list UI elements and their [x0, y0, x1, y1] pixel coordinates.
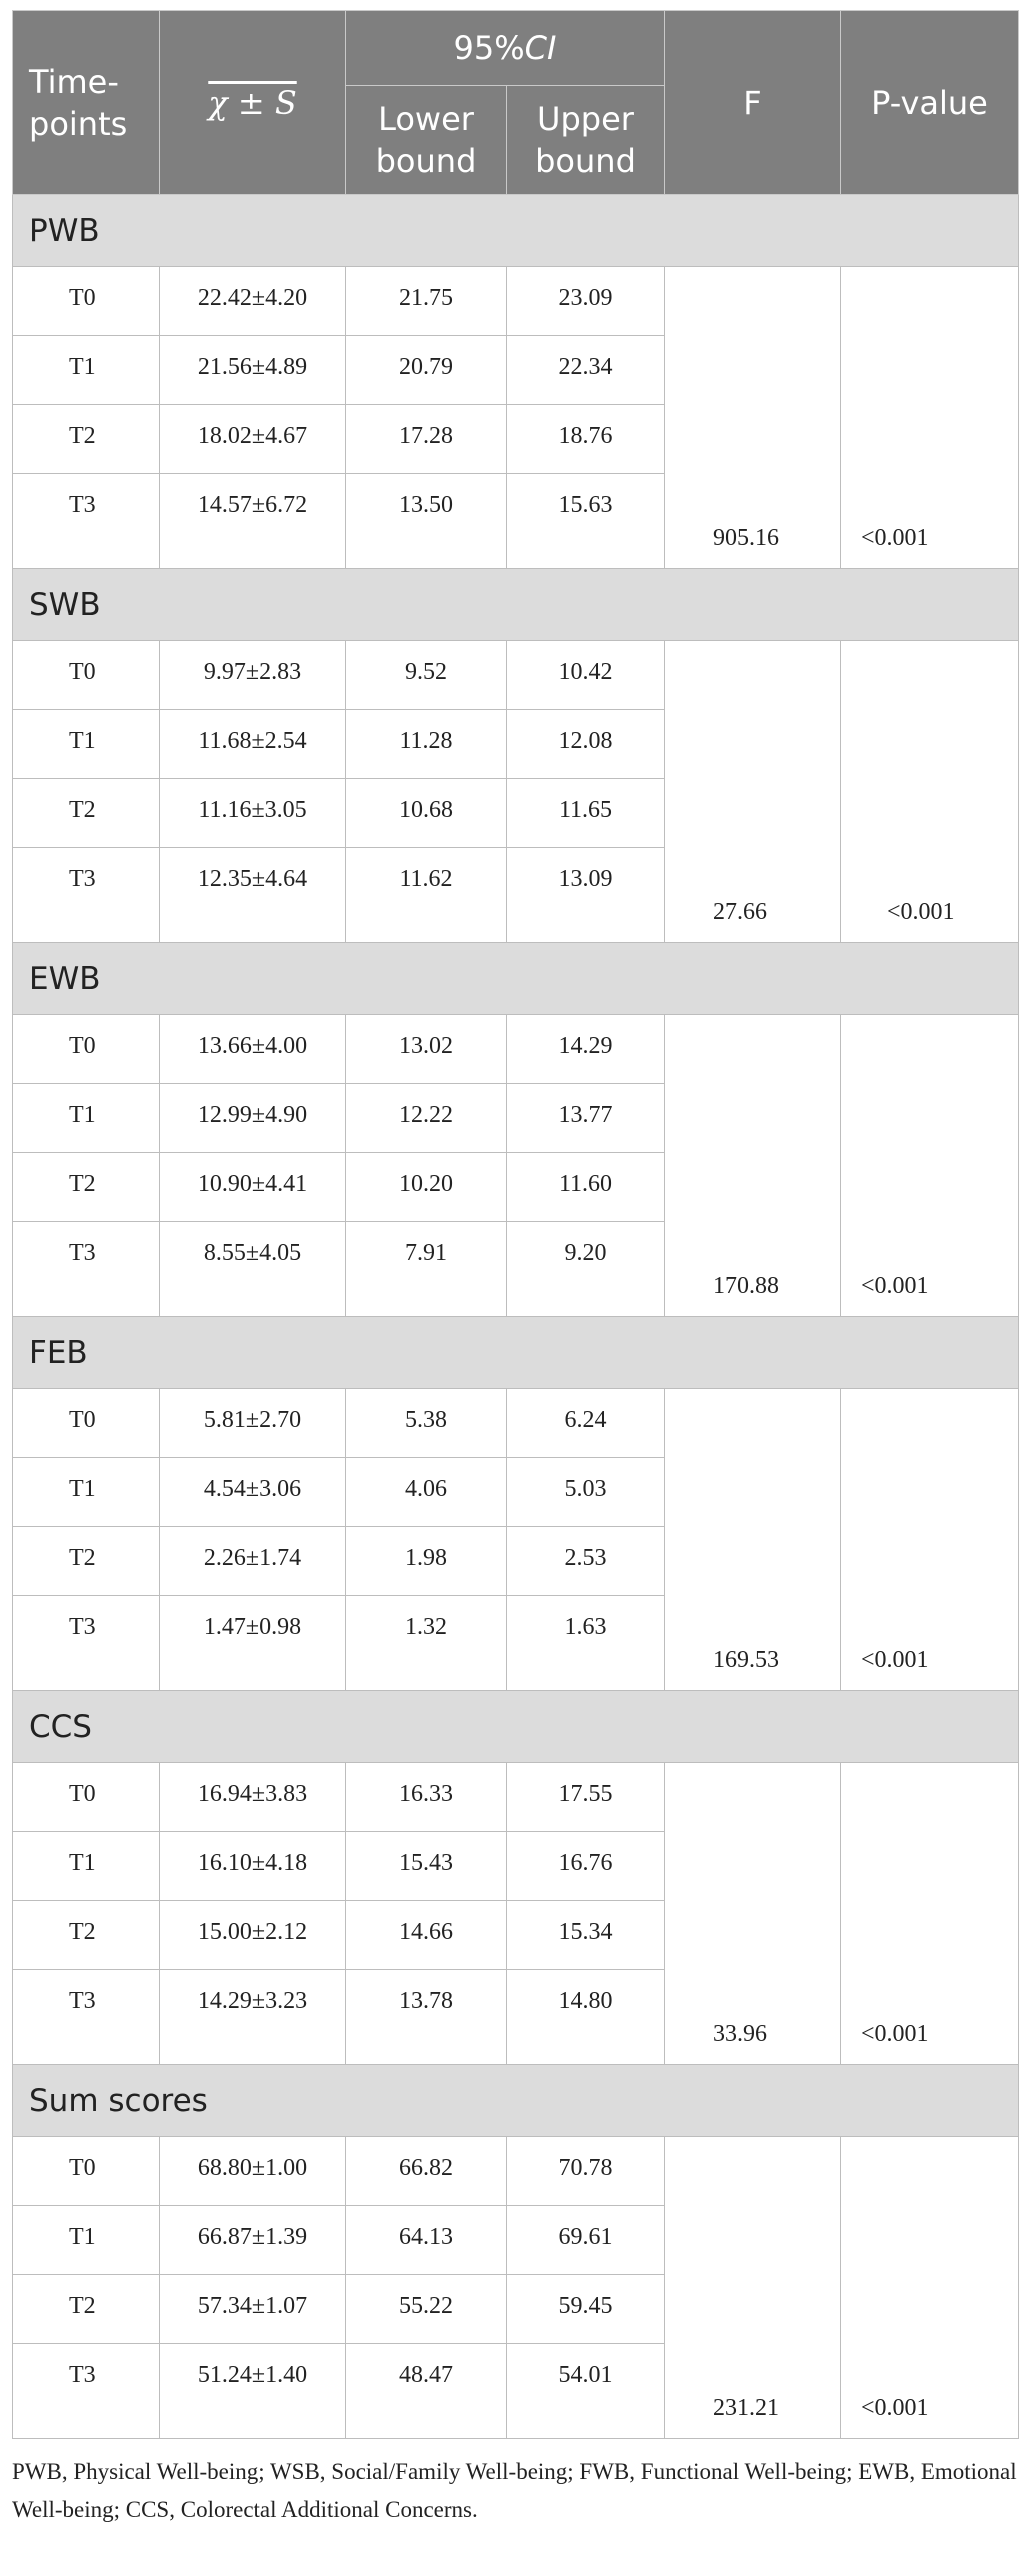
mean-sd-cell: 4.54±3.06	[160, 1458, 346, 1527]
f-value-cell: 169.53	[665, 1389, 841, 1691]
mean-sd-cell: 18.02±4.67	[160, 405, 346, 474]
upper-bound-cell: 15.63	[507, 474, 665, 569]
p-value-cell: <0.001	[841, 1015, 1019, 1317]
lower-bound-cell: 55.22	[346, 2275, 507, 2344]
header-timepoints-line1: Time-	[29, 62, 119, 101]
table-row	[13, 1015, 1019, 1084]
mean-sd-cell: 1.47±0.98	[160, 1596, 346, 1691]
header-f: F	[665, 11, 841, 195]
mean-sd-cell: 13.66±4.00	[160, 1015, 346, 1084]
mean-sd-cell: 68.80±1.00	[160, 2137, 346, 2206]
section-row	[13, 943, 1019, 1015]
upper-bound-cell: 14.29	[507, 1015, 665, 1084]
upper-bound-cell: 14.80	[507, 1970, 665, 2065]
upper-bound-cell: 17.55	[507, 1763, 665, 1832]
lower-bound-cell: 10.20	[346, 1153, 507, 1222]
section-row	[13, 195, 1019, 267]
timepoint-cell: T3	[13, 1596, 160, 1691]
upper-bound-cell: 59.45	[507, 2275, 665, 2344]
upper-bound-cell: 18.76	[507, 405, 665, 474]
timepoint-cell: T0	[13, 2137, 160, 2206]
lower-bound-cell: 64.13	[346, 2206, 507, 2275]
header-mean-sd-label: χ ± S	[208, 83, 297, 122]
timepoint-cell: T2	[13, 1901, 160, 1970]
header-p-value: P-value	[841, 11, 1019, 195]
lower-bound-cell: 21.75	[346, 267, 507, 336]
table-container	[12, 10, 1018, 2529]
header-mean-sd	[160, 11, 346, 195]
mean-sd-cell: 2.26±1.74	[160, 1527, 346, 1596]
mean-sd-cell: 5.81±2.70	[160, 1389, 346, 1458]
timepoint-cell: T3	[13, 474, 160, 569]
upper-bound-cell: 1.63	[507, 1596, 665, 1691]
header-upper-bound	[507, 86, 665, 195]
table-body	[13, 195, 1019, 2439]
f-value-cell: 33.96	[665, 1763, 841, 2065]
table-row	[13, 1389, 1019, 1458]
timepoint-cell: T1	[13, 1084, 160, 1153]
section-label: PWB	[13, 195, 1019, 267]
header-lower-bound	[346, 86, 507, 195]
upper-bound-cell: 13.77	[507, 1084, 665, 1153]
upper-bound-cell: 10.42	[507, 641, 665, 710]
timepoint-cell: T0	[13, 1015, 160, 1084]
mean-sd-cell: 16.10±4.18	[160, 1832, 346, 1901]
table-header	[13, 11, 1019, 195]
mean-sd-cell: 66.87±1.39	[160, 2206, 346, 2275]
lower-bound-cell: 5.38	[346, 1389, 507, 1458]
p-value-cell: <0.001	[841, 1763, 1019, 2065]
mean-sd-cell: 12.35±4.64	[160, 848, 346, 943]
header-timepoints-line2: points	[29, 104, 128, 143]
f-value-cell: 170.88	[665, 1015, 841, 1317]
upper-bound-cell: 54.01	[507, 2344, 665, 2439]
lower-bound-cell: 9.52	[346, 641, 507, 710]
timepoint-cell: T3	[13, 848, 160, 943]
upper-bound-cell: 22.34	[507, 336, 665, 405]
timepoint-cell: T1	[13, 710, 160, 779]
header-timepoints	[13, 11, 160, 195]
section-label: EWB	[13, 943, 1019, 1015]
p-value-cell: <0.001	[841, 641, 1019, 943]
timepoint-cell: T2	[13, 2275, 160, 2344]
mean-sd-cell: 11.16±3.05	[160, 779, 346, 848]
f-value-cell: 231.21	[665, 2137, 841, 2439]
lower-bound-cell: 17.28	[346, 405, 507, 474]
mean-sd-cell: 57.34±1.07	[160, 2275, 346, 2344]
upper-bound-cell: 15.34	[507, 1901, 665, 1970]
upper-bound-cell: 70.78	[507, 2137, 665, 2206]
timepoint-cell: T0	[13, 1389, 160, 1458]
f-value-cell: 27.66	[665, 641, 841, 943]
section-row	[13, 1317, 1019, 1389]
lower-bound-cell: 66.82	[346, 2137, 507, 2206]
lower-bound-cell: 4.06	[346, 1458, 507, 1527]
table-row	[13, 641, 1019, 710]
lower-bound-cell: 1.98	[346, 1527, 507, 1596]
p-value-cell: <0.001	[841, 1389, 1019, 1691]
lower-bound-cell: 1.32	[346, 1596, 507, 1691]
upper-bound-cell: 6.24	[507, 1389, 665, 1458]
f-value-cell: 905.16	[665, 267, 841, 569]
upper-bound-cell: 2.53	[507, 1527, 665, 1596]
lower-bound-cell: 14.66	[346, 1901, 507, 1970]
mean-sd-cell: 14.29±3.23	[160, 1970, 346, 2065]
section-label: FEB	[13, 1317, 1019, 1389]
mean-sd-cell: 22.42±4.20	[160, 267, 346, 336]
timepoint-cell: T3	[13, 1222, 160, 1317]
lower-bound-cell: 16.33	[346, 1763, 507, 1832]
lower-bound-cell: 48.47	[346, 2344, 507, 2439]
mean-sd-cell: 51.24±1.40	[160, 2344, 346, 2439]
timepoint-cell: T2	[13, 1527, 160, 1596]
timepoint-cell: T1	[13, 2206, 160, 2275]
header-upper-line1: Upper	[537, 100, 634, 138]
header-lower-line1: Lower	[378, 100, 474, 138]
lower-bound-cell: 15.43	[346, 1832, 507, 1901]
section-label: Sum scores	[13, 2065, 1019, 2137]
lower-bound-cell: 11.28	[346, 710, 507, 779]
mean-sd-cell: 14.57±6.72	[160, 474, 346, 569]
header-upper-line2: bound	[535, 142, 636, 180]
timepoint-cell: T2	[13, 1153, 160, 1222]
upper-bound-cell: 9.20	[507, 1222, 665, 1317]
timepoint-cell: T1	[13, 336, 160, 405]
table-row	[13, 267, 1019, 336]
lower-bound-cell: 20.79	[346, 336, 507, 405]
header-lower-line2: bound	[375, 142, 477, 180]
table-footnote: PWB, Physical Well-being; WSB, Social/Family Well-being; FWB, Functional Well-being; EWB, Emotional Well-being; CCS, Colorectal Additional Concerns.	[12, 2459, 1017, 2522]
section-label: CCS	[13, 1691, 1019, 1763]
upper-bound-cell: 13.09	[507, 848, 665, 943]
timepoint-cell: T2	[13, 405, 160, 474]
header-ci-suffix: CI	[524, 29, 557, 67]
upper-bound-cell: 16.76	[507, 1832, 665, 1901]
mean-sd-cell: 8.55±4.05	[160, 1222, 346, 1317]
lower-bound-cell: 11.62	[346, 848, 507, 943]
mean-sd-cell: 10.90±4.41	[160, 1153, 346, 1222]
timepoint-cell: T2	[13, 779, 160, 848]
mean-sd-cell: 9.97±2.83	[160, 641, 346, 710]
section-row	[13, 2065, 1019, 2137]
lower-bound-cell: 7.91	[346, 1222, 507, 1317]
upper-bound-cell: 12.08	[507, 710, 665, 779]
lower-bound-cell: 13.78	[346, 1970, 507, 2065]
timepoint-cell: T0	[13, 1763, 160, 1832]
p-value-cell: <0.001	[841, 267, 1019, 569]
timepoint-cell: T1	[13, 1832, 160, 1901]
upper-bound-cell: 69.61	[507, 2206, 665, 2275]
mean-sd-cell: 16.94±3.83	[160, 1763, 346, 1832]
table-row	[13, 2137, 1019, 2206]
timepoint-cell: T0	[13, 267, 160, 336]
upper-bound-cell: 23.09	[507, 267, 665, 336]
mean-sd-cell: 21.56±4.89	[160, 336, 346, 405]
p-value-cell: <0.001	[841, 2137, 1019, 2439]
section-row	[13, 569, 1019, 641]
header-ci	[346, 11, 665, 86]
lower-bound-cell: 13.50	[346, 474, 507, 569]
lower-bound-cell: 10.68	[346, 779, 507, 848]
lower-bound-cell: 13.02	[346, 1015, 507, 1084]
timepoint-cell: T0	[13, 641, 160, 710]
upper-bound-cell: 11.60	[507, 1153, 665, 1222]
section-row	[13, 1691, 1019, 1763]
lower-bound-cell: 12.22	[346, 1084, 507, 1153]
section-label: SWB	[13, 569, 1019, 641]
mean-sd-cell: 15.00±2.12	[160, 1901, 346, 1970]
header-ci-prefix: 95%	[453, 29, 525, 67]
timepoint-cell: T3	[13, 1970, 160, 2065]
mean-sd-cell: 12.99±4.90	[160, 1084, 346, 1153]
results-table	[12, 10, 1019, 2439]
timepoint-cell: T1	[13, 1458, 160, 1527]
table-row	[13, 1763, 1019, 1832]
upper-bound-cell: 5.03	[507, 1458, 665, 1527]
mean-sd-cell: 11.68±2.54	[160, 710, 346, 779]
upper-bound-cell: 11.65	[507, 779, 665, 848]
timepoint-cell: T3	[13, 2344, 160, 2439]
